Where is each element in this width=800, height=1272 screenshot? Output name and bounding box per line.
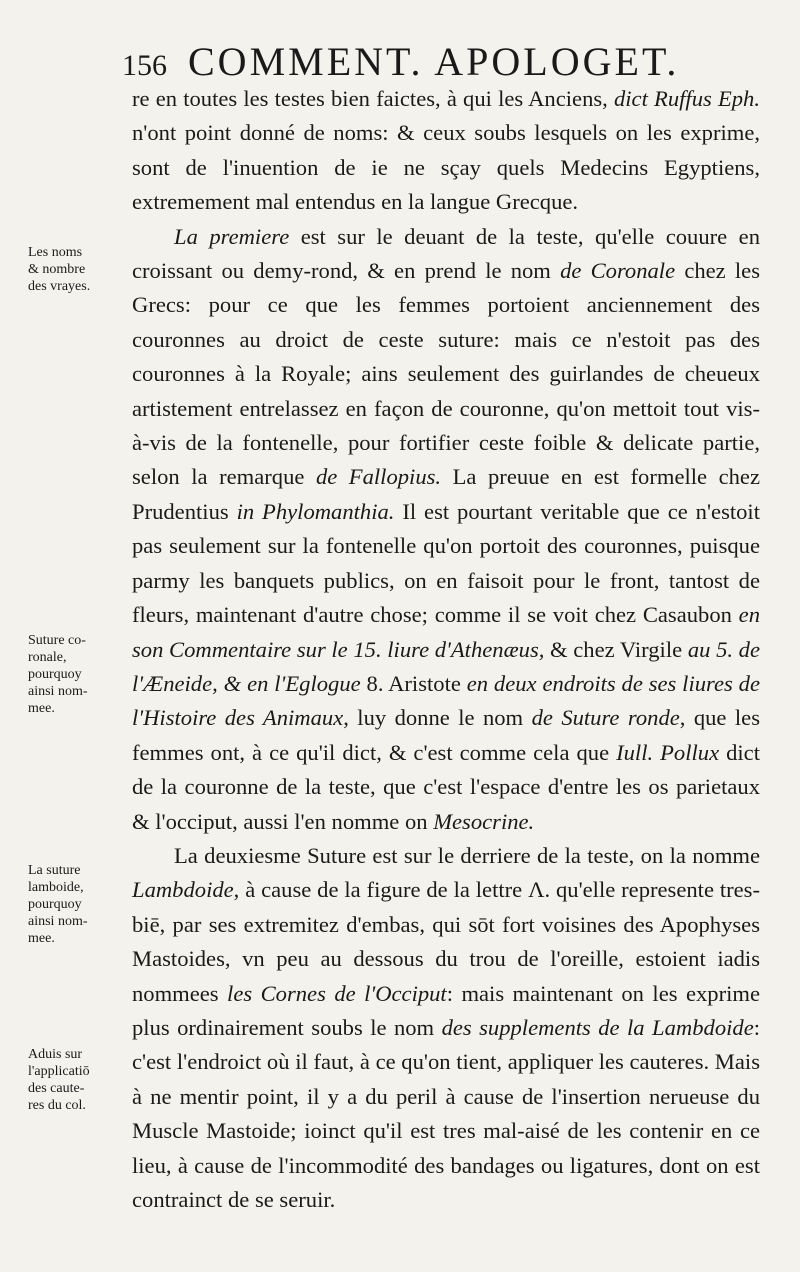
paragraph-2: [132, 220, 760, 839]
note-line: res du col.: [28, 1098, 86, 1113]
note-line: Suture co-: [28, 633, 86, 648]
italic-run: dict Ruffus Eph.: [613, 86, 760, 111]
note-line: mee.: [28, 931, 55, 946]
text-run: La deuxiesme Suture est sur le derriere de la teste, on la nomme: [174, 842, 760, 868]
italic-run: de Coronale: [560, 258, 676, 284]
note-line: des vrayes.: [28, 279, 91, 294]
italic-run: des supplements de la Lambdoide: [441, 1014, 754, 1040]
italic-run: Iull. Pollux: [616, 739, 720, 765]
note-line: pourquoy: [28, 897, 82, 912]
paragraph-1: [132, 82, 760, 220]
running-title: COMMENT. APOLOGET.: [188, 39, 680, 84]
note-line: lamboide,: [28, 880, 84, 895]
text-run: Il est pourtant veritable que ce n'estoit pas seulement sur la fontenelle qu'on portoit des couronnes, puisque parmy les banquets publics, on en faisoit pour le front, tantost de fleurs, maintenant d'autre chose; comme il se voit chez Casaubon: [132, 498, 760, 628]
note-line: Aduis sur: [28, 1047, 83, 1062]
text-run: chez les Grecs: pour ce que les femmes portoient anciennement des couronnes au droict de ceste suture: mais ce n'estoit pas des couronnes à la Royale; ains seulement des guirlandes de cheueux artistement entrelassez en façon de couronne, qu'on mettoit tout vis-à-vis de la fontenelle, pour fortifier ceste foible & delicate partie, selon la remarque: [132, 258, 760, 490]
note-line: La suture: [28, 863, 81, 878]
italic-run: in Phylomanthia.: [236, 498, 395, 524]
text-run: est sur le deuant de la teste, qu'elle couure en croissant ou demy-rond, & en prend le nom: [132, 223, 760, 284]
text-run: , à cause de la figure de la lettre Λ. qu'elle represente tres-biē, par ses extremitez d'embas, qui sōt fort voisines des Apophyses Mastoides, vn peu au dessous du trou de l'oreille, estoient iadis nommees: [132, 877, 760, 1006]
note-line: & nombre: [28, 262, 86, 277]
italic-run: en son Commentaire sur le 15. liure d'Athenæus,: [132, 602, 760, 662]
text-run: : mais maintenant on les exprime plus ordinairement soubs le nom: [132, 980, 760, 1040]
margin-note-cauteres: [28, 1046, 132, 1114]
italic-run: Lambdoide: [132, 877, 234, 903]
italic-run: La premiere: [174, 223, 290, 249]
text-run: dict de la couronne de la teste, que c'est l'espace d'entre les os parietaux & l'occiput, aussi l'en nomme on: [132, 739, 760, 834]
text-run: re en toutes les testes bien faictes, à qui les Anciens,: [132, 86, 614, 111]
margin-note-lamboide: [28, 862, 132, 947]
text-run: & chez Virgile: [544, 636, 688, 662]
note-line: pourquoy: [28, 667, 82, 682]
note-line: des caute-: [28, 1081, 85, 1096]
note-line: mee.: [28, 701, 55, 716]
note-line: Les noms: [28, 245, 83, 260]
margin-note-noms: [28, 244, 132, 295]
note-line: ronale,: [28, 650, 67, 665]
margin-note-coronale: [28, 632, 132, 717]
text-run: La preuue en est formelle chez Prudentius: [132, 464, 760, 524]
italic-run: de Suture ronde: [531, 705, 680, 731]
text-run: : c'est l'endroict où il faut, à ce qu'on tient, appliquer les cauteres. Mais à ne mentir point, il y a du peril à cause de l'insertion nerueuse du Muscle Mastoide; ioinct qu'il est tres mal-aisé de les contenir en ce lieu, à cause de l'incommodité des bandages ou ligatures, dont on est contrainct de se seruir.: [132, 1014, 760, 1212]
italic-run: les Cornes de l'Occiput: [227, 980, 447, 1006]
italic-run: au 5. de l'Æneide, & en l'Eglogue: [132, 636, 760, 696]
paragraph-3: [132, 839, 760, 1217]
note-line: l'applicatiō: [28, 1064, 90, 1079]
page-number: 156: [122, 49, 167, 82]
note-line: ainsi nom-: [28, 684, 88, 699]
body-text: [132, 82, 760, 1217]
italic-run: en deux endroits de ses liures de l'Histoire des Animaux: [132, 670, 760, 731]
note-line: ainsi nom-: [28, 914, 88, 929]
text-run: , luy donne le nom: [343, 705, 532, 731]
italic-run: de Fallopius.: [315, 464, 442, 490]
text-run: n'ont point donné de noms: & ceux soubs lesquels on les exprime, sont de l'inuention de ie ne sçay quels Medecins Egyptiens, extremement mal entendus en la langue Grecque.: [132, 120, 760, 215]
italic-run: Mesocrine.: [433, 808, 535, 834]
text-run: , que les femmes ont, à ce qu'il dict, & c'est comme cela que: [132, 705, 760, 765]
text-run: 8. Aristote: [360, 670, 467, 696]
